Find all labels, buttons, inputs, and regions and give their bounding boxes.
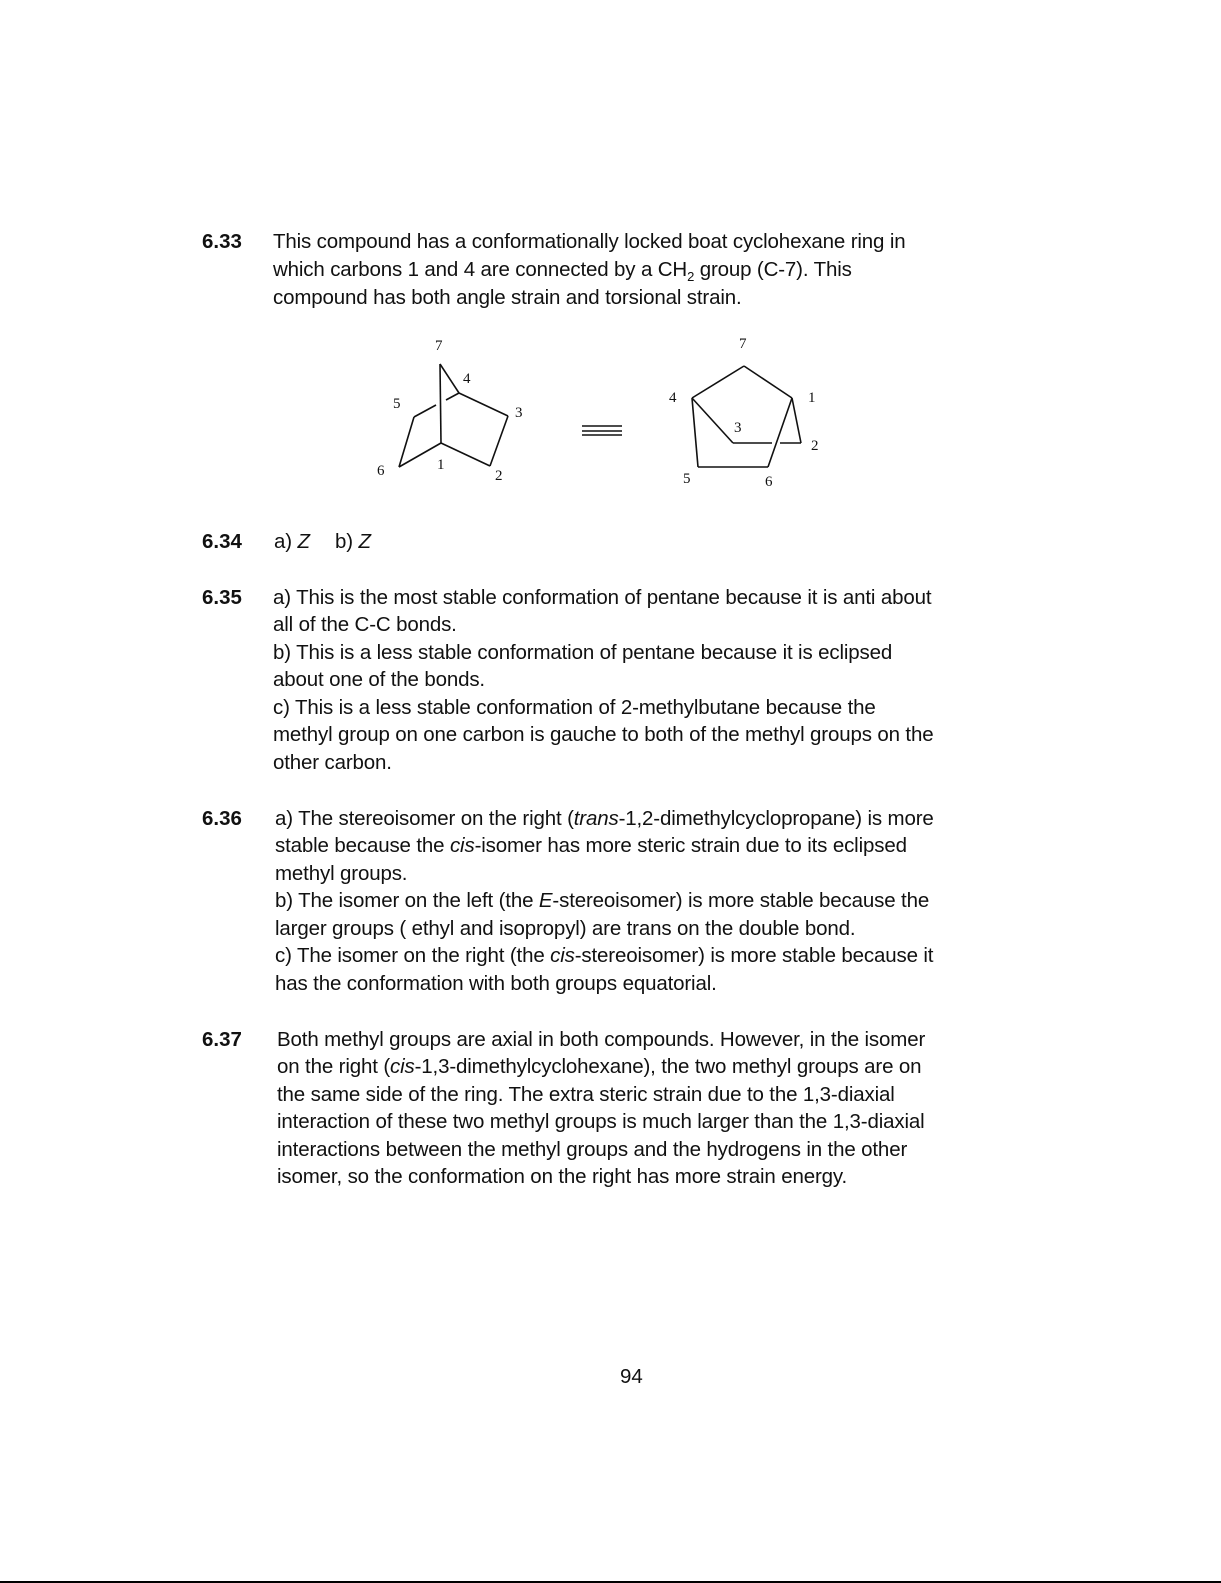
answer-b-label: b)	[334, 530, 353, 553]
italic-text: trans	[573, 807, 619, 830]
text: -isomer has more steric strain due to its eclipsed	[474, 834, 907, 857]
problem-6-37-line-3: the same side of the ring. The extra steric strain due to the 1,3-diaxial	[277, 1083, 895, 1106]
italic-text: cis	[449, 834, 475, 857]
svg-text:3: 3	[734, 420, 742, 436]
svg-text:2: 2	[811, 438, 819, 454]
problem-number-6-35: 6.35	[202, 586, 242, 609]
problem-6-35-line-3: b) This is a less stable conformation of pentane because it is eclipsed	[273, 641, 893, 664]
svg-text:5: 5	[393, 396, 401, 412]
problem-6-35-line-5: c) This is a less stable conformation of 2-methylbutane because the	[273, 696, 876, 719]
problem-6-36-line-1	[275, 809, 934, 829]
problem-number-6-34: 6.34	[202, 530, 242, 553]
text: -stereoisomer) is more stable because the	[552, 889, 930, 912]
text: c) The isomer on the right (the	[275, 944, 551, 967]
problem-6-35-line-7: other carbon.	[273, 751, 392, 774]
text: a) The stereoisomer on the right (	[275, 807, 574, 830]
text: group (C-7). This	[694, 258, 852, 281]
text: b) The isomer on the left (the	[275, 889, 539, 912]
problem-6-36-line-3: methyl groups.	[275, 862, 408, 885]
problem-6-35-line-6: methyl group on one carbon is gauche to both of the methyl groups on the	[273, 723, 934, 746]
italic-text: cis	[390, 1055, 415, 1078]
left-structure-labels	[377, 338, 523, 484]
problem-6-37-line-5: interactions between the methyl groups and the hydrogens in the other	[277, 1138, 908, 1161]
svg-text:5: 5	[683, 471, 691, 487]
problem-6-33-line-3: compound has both angle strain and torsional strain.	[273, 286, 742, 309]
problem-6-36-line-7: has the conformation with both groups equatorial.	[275, 972, 717, 995]
svg-text:4: 4	[463, 371, 471, 387]
svg-text:1: 1	[437, 457, 445, 473]
problem-6-35-line-1: a) This is the most stable conformation of pentane because it is anti about	[273, 586, 932, 609]
answer-a-label: a)	[274, 530, 292, 553]
svg-text:7: 7	[435, 338, 443, 354]
problem-6-36-line-2	[275, 836, 907, 856]
text: -stereoisomer) is more stable because it	[574, 944, 934, 967]
problem-number-6-33: 6.33	[202, 230, 242, 253]
right-structure	[692, 366, 801, 467]
text: -1,3-dimethylcyclohexane), the two methyl groups are on	[414, 1055, 922, 1078]
page-number: 94	[620, 1365, 643, 1388]
left-structure	[399, 364, 508, 467]
problem-6-34-answers	[274, 532, 371, 552]
svg-text:6: 6	[765, 474, 773, 490]
problem-6-35-line-2: all of the C-C bonds.	[273, 613, 457, 636]
problem-number-6-36: 6.36	[202, 807, 242, 830]
text: stable because the	[275, 834, 450, 857]
answer-b-value: Z	[358, 530, 371, 553]
text: -1,2-dimethylcyclopropane) is more	[618, 807, 934, 830]
problem-6-33-line-1: This compound has a conformationally locked boat cyclohexane ring in	[273, 230, 906, 253]
problem-6-37-line-6: isomer, so the conformation on the right has more strain energy.	[277, 1165, 848, 1188]
problem-6-37-line-1: Both methyl groups are axial in both compounds. However, in the isomer	[277, 1028, 926, 1051]
svg-text:4: 4	[669, 390, 677, 406]
italic-text: cis	[550, 944, 575, 967]
text: on the right (	[277, 1055, 390, 1078]
problem-6-37-line-2	[277, 1057, 921, 1077]
svg-text:6: 6	[377, 463, 385, 479]
svg-text:7: 7	[739, 336, 747, 352]
problem-number-6-37: 6.37	[202, 1028, 242, 1051]
text: which carbons 1 and 4 are connected by a CH	[273, 258, 688, 281]
problem-6-36-line-6	[275, 946, 933, 966]
svg-text:3: 3	[515, 405, 523, 421]
problem-6-36-line-5: larger groups ( ethyl and isopropyl) are trans on the double bond.	[275, 917, 856, 940]
italic-text: E	[538, 889, 553, 912]
subscript: 2	[687, 269, 695, 284]
equivalence-symbol	[582, 426, 622, 435]
problem-6-37-line-4: interaction of these two methyl groups is much larger than the 1,3-diaxial	[277, 1110, 925, 1133]
svg-text:1: 1	[808, 390, 816, 406]
answer-a-value: Z	[297, 530, 310, 553]
problem-6-36-line-4	[275, 891, 929, 911]
svg-text:2: 2	[495, 468, 503, 484]
problem-6-35-line-4: about one of the bonds.	[273, 668, 485, 691]
